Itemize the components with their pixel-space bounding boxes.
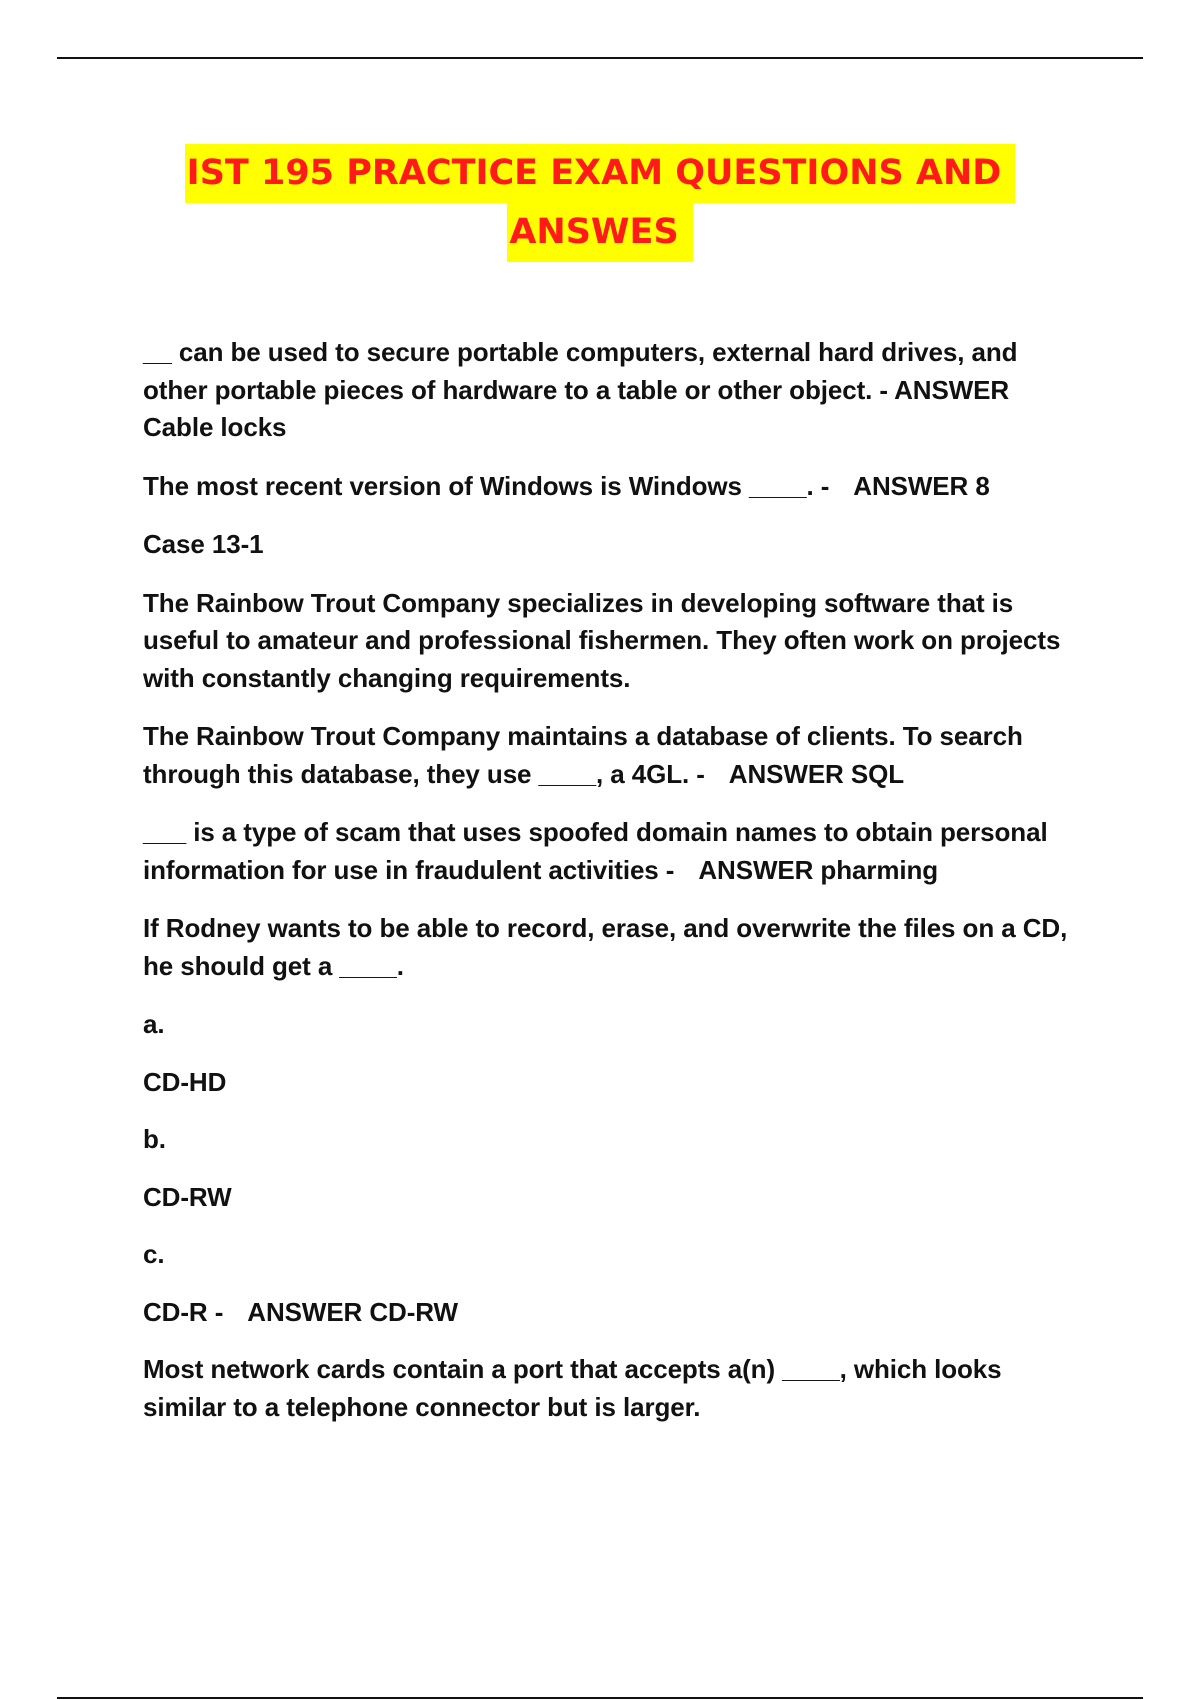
question-text: __ can be used to secure portable computers, external hard drives, and other portable pieces of hardware to a table or other object. - ANSWER Cable locks xyxy=(143,337,1018,442)
top-rule xyxy=(57,57,1143,59)
option-c-value xyxy=(143,1294,1083,1332)
question-text: ___ is a type of scam that uses spoofed domain names to obtain personal information for use in fraudulent activities - xyxy=(143,817,1048,885)
question-network-port xyxy=(143,1351,1083,1426)
option-b-value xyxy=(143,1179,1083,1217)
question-pharming xyxy=(143,814,1083,889)
question-cd-type xyxy=(143,910,1083,985)
document-title xyxy=(0,144,1200,262)
title-line-1-text: IST 195 PRACTICE EXAM QUESTIONS AND xyxy=(185,144,1016,203)
option-label: c. xyxy=(143,1239,165,1269)
question-cable-locks xyxy=(143,334,1083,447)
option-value: CD-R - xyxy=(143,1296,224,1327)
option-label: a. xyxy=(143,1009,165,1039)
option-value: CD-HD xyxy=(143,1066,227,1097)
answer-text: ANSWER 8 xyxy=(853,470,990,501)
case-description-text: The Rainbow Trout Company specializes in developing software that is useful to amateur and professional fishermen. They often work on projects with constantly changing requirements. xyxy=(143,587,1061,693)
option-b-label xyxy=(143,1121,1083,1159)
question-text: Most network cards contain a port that accepts a(n) ____, which looks similar to a telephone connector but is larger. xyxy=(143,1354,1002,1422)
title-line-2-text: ANSWES xyxy=(507,203,692,262)
case-heading xyxy=(143,526,1083,564)
case-text: Case 13-1 xyxy=(143,529,264,559)
questions-list xyxy=(143,334,1083,1447)
answer-text: ANSWER pharming xyxy=(698,854,939,885)
option-c-label xyxy=(143,1236,1083,1274)
case-description xyxy=(143,585,1083,698)
option-value: CD-RW xyxy=(143,1181,232,1212)
question-text: The Rainbow Trout Company maintains a database of clients. To search through this database, they use ____, a 4GL. - xyxy=(143,721,1023,789)
question-4gl xyxy=(143,718,1083,793)
title-line-1 xyxy=(0,144,1200,203)
option-a-label xyxy=(143,1006,1083,1044)
answer-text: ANSWER SQL xyxy=(728,758,905,789)
bottom-rule xyxy=(57,1697,1143,1699)
question-windows-version xyxy=(143,468,1083,506)
question-text: If Rodney wants to be able to record, erase, and overwrite the files on a CD, he should get a ____. xyxy=(143,913,1068,981)
question-text: The most recent version of Windows is Windows ____. - xyxy=(143,470,830,501)
option-label: b. xyxy=(143,1124,166,1154)
option-a-value xyxy=(143,1064,1083,1102)
answer-text: ANSWER CD-RW xyxy=(247,1296,458,1327)
title-line-2 xyxy=(0,203,1200,262)
